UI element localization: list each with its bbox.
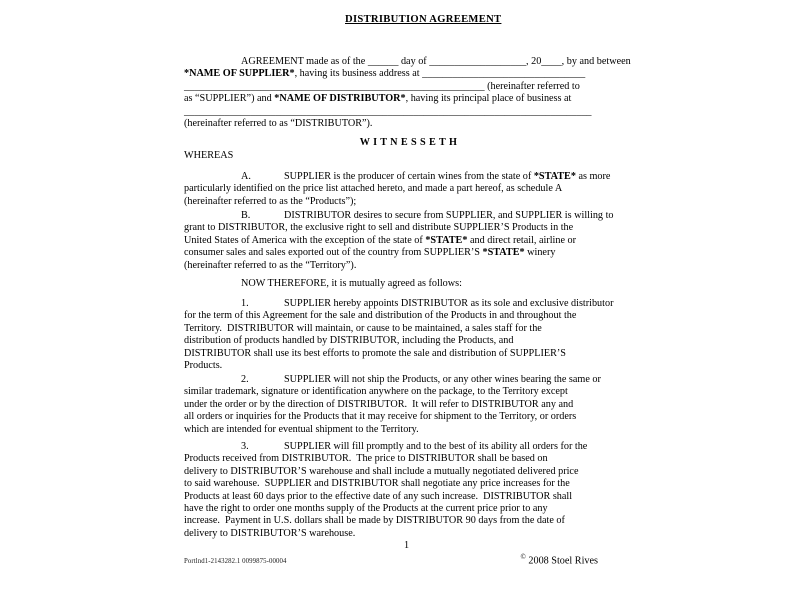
text-line: ___________________________________________________________ (hereinafter referred to bbox=[184, 80, 580, 92]
text-line: distribution of products handled by DISTRIBUTOR, including the Products, and bbox=[184, 335, 514, 347]
paragraph-now bbox=[184, 278, 599, 290]
text-line: 3. SUPPLIER will fill promptly and to the best of its ability all orders for the bbox=[241, 441, 588, 452]
text-line: under the order or by the direction of DISTRIBUTOR. It will refer to DISTRIBUTOR any and bbox=[184, 398, 574, 410]
paragraph-witnesseth bbox=[184, 137, 616, 149]
paragraph-para-3 bbox=[184, 441, 599, 540]
text-line: United States of America with the exception of the state of *STATE* and direct retail, airline or bbox=[184, 234, 577, 246]
text-line: to said warehouse. SUPPLIER and DISTRIBUTOR shall negotiate any price increases for the bbox=[184, 478, 570, 490]
text-line: have the right to order one months supply of the Products at the current price prior to any bbox=[184, 503, 548, 515]
text-line: W I T N E S S E T H bbox=[359, 137, 458, 148]
text-line: delivery to DISTRIBUTOR’S warehouse and shall include a mutually negotiated delivered price bbox=[184, 465, 579, 477]
text-line: A. SUPPLIER is the producer of certain wines from the state of *STATE* as more bbox=[241, 171, 611, 182]
document-title: DISTRIBUTION AGREEMENT bbox=[345, 14, 502, 25]
text-line: (hereinafter referred to as the “Products”); bbox=[184, 195, 357, 207]
text-line: AGREEMENT made as of the ______ day of ___________________, 20____, by and between bbox=[241, 56, 631, 67]
text-line: increase. Payment in U.S. dollars shall be made by DISTRIBUTOR 90 days from the date of bbox=[184, 515, 565, 527]
text-line: (hereinafter referred to as “DISTRIBUTOR”). bbox=[184, 118, 373, 130]
text-line: Products received from DISTRIBUTOR. The price to DISTRIBUTOR shall be based on bbox=[184, 453, 548, 465]
text-line: consumer sales and sales exported out of the country from SUPPLIER’S *STATE* winery bbox=[184, 247, 556, 259]
text-line: for the term of this Agreement for the sale and distribution of the Products in and throughout the bbox=[184, 310, 577, 322]
text-line: similar trademark, signature or identification anywhere on the package, to the Territory except bbox=[184, 386, 568, 398]
text-line: delivery to DISTRIBUTOR’S warehouse. bbox=[184, 527, 356, 539]
text-line: *NAME OF SUPPLIER*, having its business address at ________________________________ bbox=[184, 68, 586, 80]
text-line: Products at least 60 days prior to the effective date of any such increase. DISTRIBUTOR shall bbox=[184, 490, 573, 502]
text-line: B. DISTRIBUTOR desires to secure from SUPPLIER, and SUPPLIER is willing to bbox=[241, 210, 614, 221]
text-line: ________________________________________________________________________________ bbox=[184, 105, 592, 117]
text-line: as “SUPPLIER”) and *NAME OF DISTRIBUTOR*, having its principal place of business at bbox=[184, 93, 572, 105]
copyright-text: 2008 Stoel Rives bbox=[525, 555, 598, 567]
paragraph-para-1 bbox=[184, 298, 614, 372]
paragraph-whereas bbox=[184, 150, 599, 162]
text-line: particularly identified on the price list attached hereto, and made a part hereof, as schedule A bbox=[184, 183, 563, 195]
text-line: which are intended for eventual shipment to the Territory. bbox=[184, 423, 419, 435]
text-line: Products. bbox=[184, 360, 223, 372]
text-line: 2. SUPPLIER will not ship the Products, or any other wines bearing the same or bbox=[241, 374, 601, 385]
text-line: DISTRIBUTOR shall use its best efforts to promote the sale and distribution of SUPPLIER’S bbox=[184, 347, 566, 359]
page-number: 1 bbox=[403, 540, 410, 551]
paragraph-para-a bbox=[184, 171, 611, 208]
copyright-notice bbox=[510, 539, 598, 581]
text-line: Territory. DISTRIBUTOR will maintain, or cause to be maintained, a sales staff for the bbox=[184, 322, 542, 334]
paragraph-para-2 bbox=[184, 374, 599, 436]
text-line: WHEREAS bbox=[184, 150, 234, 161]
paragraph-para-b bbox=[184, 210, 614, 272]
paragraph-intro bbox=[184, 56, 631, 130]
text-line: (hereinafter referred to as the “Territory”). bbox=[184, 259, 357, 271]
document-id: Portlnd1-2143282.1 0099875-00004 bbox=[184, 558, 287, 565]
text-line: 1. SUPPLIER hereby appoints DISTRIBUTOR as its sole and exclusive distributor bbox=[241, 298, 614, 309]
text-line: grant to DISTRIBUTOR, the exclusive right to sell and distribute SUPPLIER’S Products in the bbox=[184, 222, 574, 234]
text-line: all orders or inquiries for the Products that it may receive for shipment to the Territory, or orders bbox=[184, 411, 577, 423]
text-line: NOW THEREFORE, it is mutually agreed as follows: bbox=[241, 278, 462, 289]
copyright-symbol: © bbox=[520, 553, 526, 562]
